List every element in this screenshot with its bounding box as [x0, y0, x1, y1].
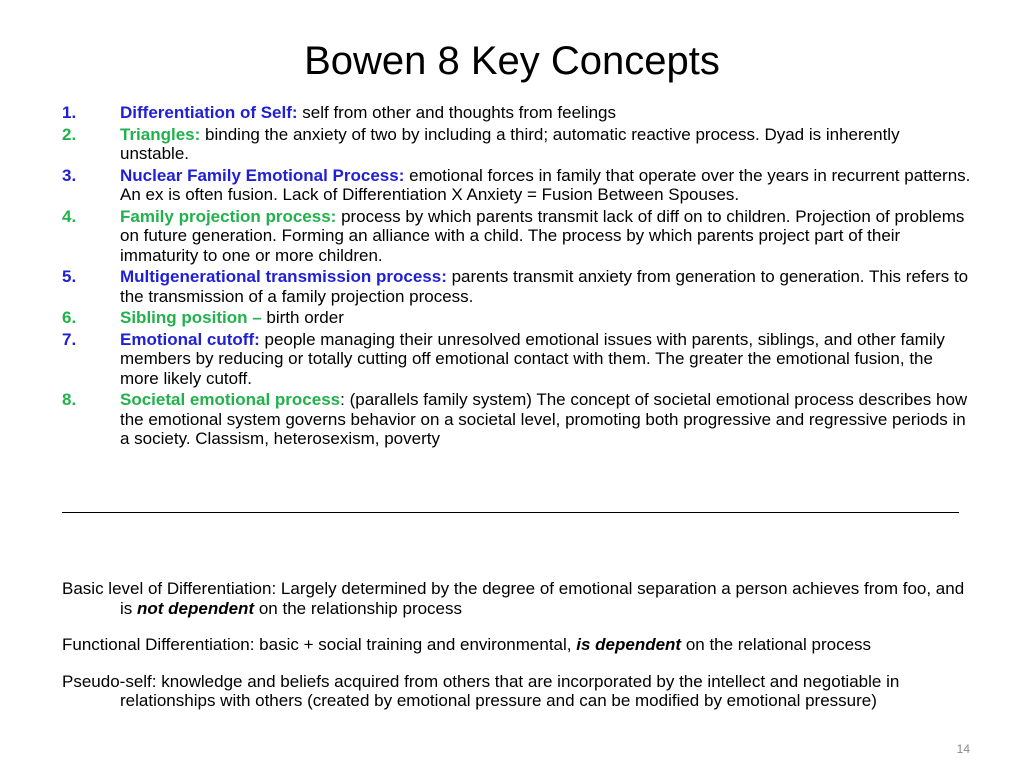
note-text: Functional Differentiation: basic + social training and environmental, — [62, 635, 577, 654]
slide-title: Bowen 8 Key Concepts — [304, 39, 720, 83]
note-pseudo-self — [62, 672, 972, 711]
concept-number: 5. — [62, 267, 77, 286]
section-divider — [62, 512, 959, 513]
concept-item-5 — [62, 267, 972, 306]
note-text: on the relational process — [681, 635, 872, 654]
note-text: on the relationship process — [254, 598, 463, 618]
concept-number: 8. — [62, 390, 77, 409]
concept-list — [62, 103, 972, 451]
concept-description: parents transmit anxiety from generation to generation. This refers to the transmission of a family projection process. — [120, 267, 969, 306]
concept-description: people managing their unresolved emotional issues with parents, siblings, and other family members by reducing or totally cutting off emotional contact with them. The greater the emotional fusion, the more likely cutoff. — [120, 329, 945, 388]
concept-number: 7. — [62, 329, 77, 349]
concept-term: Differentiation of Self: — [120, 103, 298, 122]
concept-item-3 — [62, 166, 972, 205]
differentiation-notes — [62, 562, 972, 715]
concept-term: Societal emotional process — [120, 390, 341, 409]
concept-item-1 — [62, 103, 972, 123]
note-text: Pseudo-self: knowledge and beliefs acquired from others that are incorporated by the intellect and negotiable in relationships with others (created by emotional pressure and can be modified by emotional pressure) — [62, 671, 900, 710]
concept-item-2 — [62, 125, 972, 164]
concept-term: Emotional cutoff: — [120, 329, 260, 349]
concept-number: 3. — [62, 165, 77, 185]
concept-item-7 — [62, 330, 972, 389]
concept-term: Triangles: — [120, 124, 201, 144]
concept-number: 2. — [62, 124, 77, 144]
concept-item-8 — [62, 390, 972, 449]
concept-term: Multigenerational transmission process: — [120, 267, 447, 286]
note-text: Basic level of Differentiation: Largely determined by the degree of emotional separation a person achieves from foo, and is — [62, 579, 965, 618]
concept-description: birth order — [261, 308, 344, 327]
concept-term: Family projection process: — [120, 206, 337, 226]
note-emphasis: not dependent — [137, 598, 255, 618]
note-basic-differentiation — [62, 579, 972, 618]
note-emphasis: is dependent — [576, 635, 682, 654]
concept-number: 4. — [62, 206, 77, 226]
concept-item-6 — [62, 308, 972, 328]
concept-description: : (parallels family system) The concept of societal emotional process describes how the emotional system governs behavior on a societal level, promoting both progressive and regressive periods in a society. Classism, heterosexism, poverty — [120, 390, 968, 448]
concept-term: Nuclear Family Emotional Process: — [120, 165, 405, 185]
page-number: 14 — [956, 742, 970, 756]
concept-description: self from other and thoughts from feelings — [297, 103, 617, 122]
note-functional-differentiation — [62, 635, 972, 655]
concept-term: Sibling position – — [120, 308, 262, 327]
concept-item-4 — [62, 207, 972, 266]
concept-description: binding the anxiety of two by including a third; automatic reactive process. Dyad is inherently unstable. — [120, 124, 900, 163]
concept-description: emotional forces in family that operate over the years in recurrent patterns. An ex is often fusion. Lack of Differentiation X Anxiety = Fusion Between Spouses. — [120, 165, 971, 204]
concept-number: 6. — [62, 308, 77, 327]
concept-number: 1. — [62, 103, 77, 122]
concept-description: process by which parents transmit lack of diff on to children. Projection of problems on future generation. Forming an alliance with a child. The process by which parents project part of their immaturity to one or more children. — [120, 206, 965, 265]
